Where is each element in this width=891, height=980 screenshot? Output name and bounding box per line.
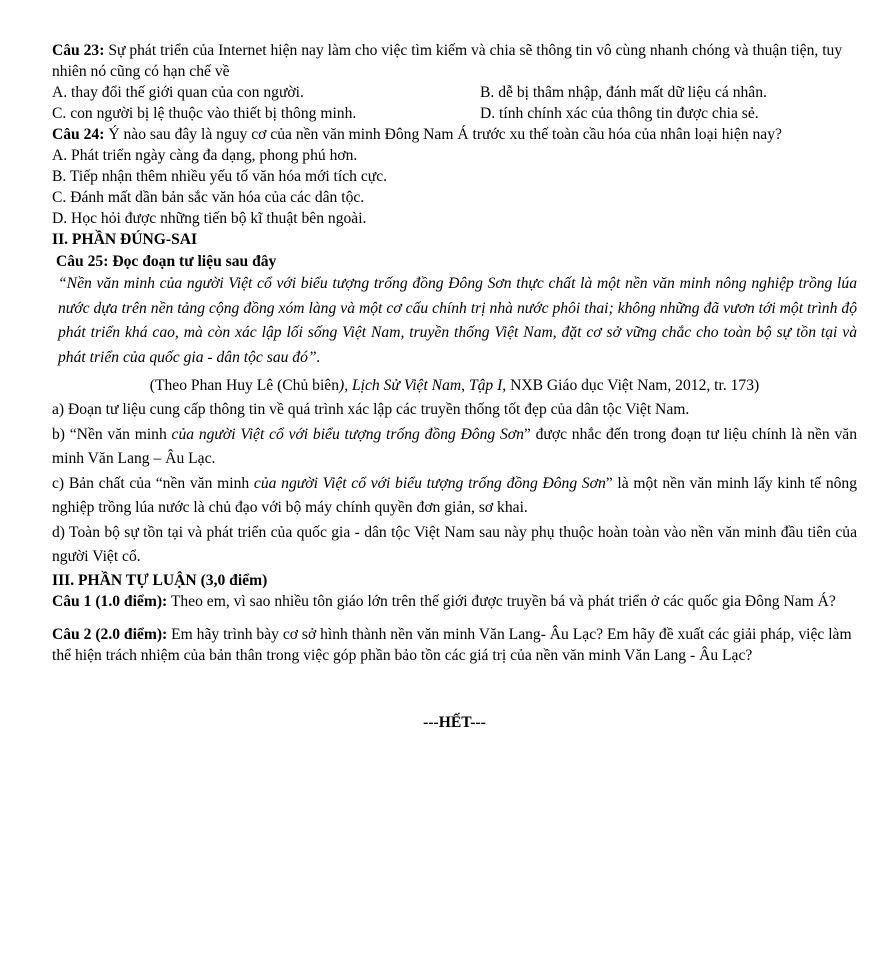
question-24-option-d: D. Học hỏi được những tiến bộ kĩ thuật bên ngoài. [52, 210, 367, 227]
spacer [52, 612, 857, 624]
question-24-option-b: B. Tiếp nhận thêm nhiều yếu tố văn hóa mới tích cực. [52, 168, 388, 185]
question-24-option-c: C. Đánh mất dần bản sắc văn hóa của các dân tộc. [52, 189, 365, 206]
essay-question-2-text: Em hãy trình bày cơ sở hình thành nền văn minh Văn Lang- Âu Lạc? Em hãy đề xuất các giải pháp, việc làm thể hiện trách nhiệm của bản thân trong việc góp phần bảo tồn các giá trị của nền văn minh Văn Lang - Âu Lạc? [52, 625, 852, 664]
essay-question-1 [52, 591, 857, 612]
statement-a: a) Đoạn tư liệu cung cấp thông tin về quá trình xác lập các truyền thống tốt đẹp của dân tộc Việt Nam. [52, 401, 690, 418]
question-23-option-c: C. con người bị lệ thuộc vào thiết bị thông minh. [52, 105, 357, 122]
question-23-option-a: A. thay đổi thế giới quan của con người. [52, 84, 304, 101]
question-24-text: Ý nào sau đây là nguy cơ của nền văn minh Đông Nam Á trước xu thế toàn cầu hóa của nhân loại hiện nay? [104, 126, 782, 143]
question-25-quote: “Nền văn minh của người Việt cổ với biểu tượng trống đồng Đông Sơn thực chất là một nền văn minh nông nghiệp trồng lúa nước dựa trên nền tảng cộng đồng xóm làng và một cơ cấu chính trị nhà nước phôi thai; không những đã vươn tới một trình độ phát triển khá cao, mà còn xác lập lối sống Việt Nam, truyền thống Việt Nam, đặt cơ sở vững chắc cho toàn bộ sự tồn tại và phát triển của quốc gia - dân tộc sau đó”. [58, 275, 857, 366]
statement-b-pre: b) “Nền văn minh [52, 425, 172, 443]
question-23 [52, 40, 857, 82]
question-23-text: Sự phát triển của Internet hiện nay làm cho việc tìm kiếm và chia sẽ thông tin vô cùng nhanh chóng và thuận tiện, tuy nhiên nó cũng có hạn chế về [52, 42, 843, 80]
citation-publisher: NXB Giáo dục Việt Nam, 2012, tr. 173) [506, 377, 760, 394]
essay-question-2 [52, 624, 857, 666]
question-24 [52, 124, 857, 145]
citation-volume: Tập I, [468, 377, 507, 394]
question-25-heading: Câu 25: Đọc đoạn tư liệu sau đây [56, 253, 277, 270]
statement-c-italic: của người Việt cổ với biểu tượng trống đồng Đông Sơn [253, 474, 606, 492]
question-23-option-b: B. dễ bị thâm nhập, đánh mất dữ liệu cá nhân. [480, 84, 767, 101]
question-24-label: Câu 24: [52, 126, 105, 143]
essay-question-1-label: Câu 1 (1.0 điểm): [52, 592, 168, 610]
statement-b-italic: của người Việt cổ với biểu tượng trống đồng Đông Sơn [171, 425, 524, 443]
statement-b-post: ” được nhắc đến trong đoạn tư liệu chính là nền văn minh Văn Lang – Âu Lạc. [52, 425, 857, 467]
section-3-heading: III. PHẦN TỰ LUẬN (3,0 điểm) [52, 571, 268, 589]
essay-question-1-text: Theo em, vì sao nhiều tôn giáo lớn trên thế giới được truyền bá và phát triển ở các quốc gia Đông Nam Á? [167, 592, 836, 610]
question-24-option-a: A. Phát triển ngày càng đa dạng, phong phú hơn. [52, 147, 358, 164]
statement-c [52, 472, 857, 521]
essay-question-2-label: Câu 2 (2.0 điểm): [52, 625, 168, 643]
citation-sep: , [461, 377, 469, 394]
statement-c-pre: c) Bản chất của “nền văn minh [52, 474, 254, 492]
citation-author: (Theo Phan Huy Lê (Chủ biên [149, 377, 340, 394]
statement-d: d) Toàn bộ sự tồn tại và phát triển của quốc gia - dân tộc Việt Nam sau này phụ thuộc hoàn toàn vào nền văn minh đầu tiên của người Việt cổ. [52, 523, 857, 565]
question-23-label: Câu 23: [52, 42, 105, 59]
statement-b [52, 423, 857, 472]
question-23-options-row-1 [52, 82, 857, 103]
section-2-heading: II. PHẦN ĐÚNG-SAI [52, 231, 198, 248]
question-25-citation [52, 374, 857, 398]
citation-book: ), Lịch Sử Việt Nam [339, 377, 462, 394]
question-23-options-row-2 [52, 103, 857, 124]
question-23-option-d: D. tính chính xác của thông tin được chia sẻ. [480, 105, 759, 122]
statement-c-post: ” là một nền văn minh lấy kinh tế nông nghiệp trồng lúa nước là chủ đạo với bộ máy chính quyền đơn giản, sơ khai. [52, 474, 858, 516]
end-marker: ---HẾT--- [423, 713, 486, 731]
